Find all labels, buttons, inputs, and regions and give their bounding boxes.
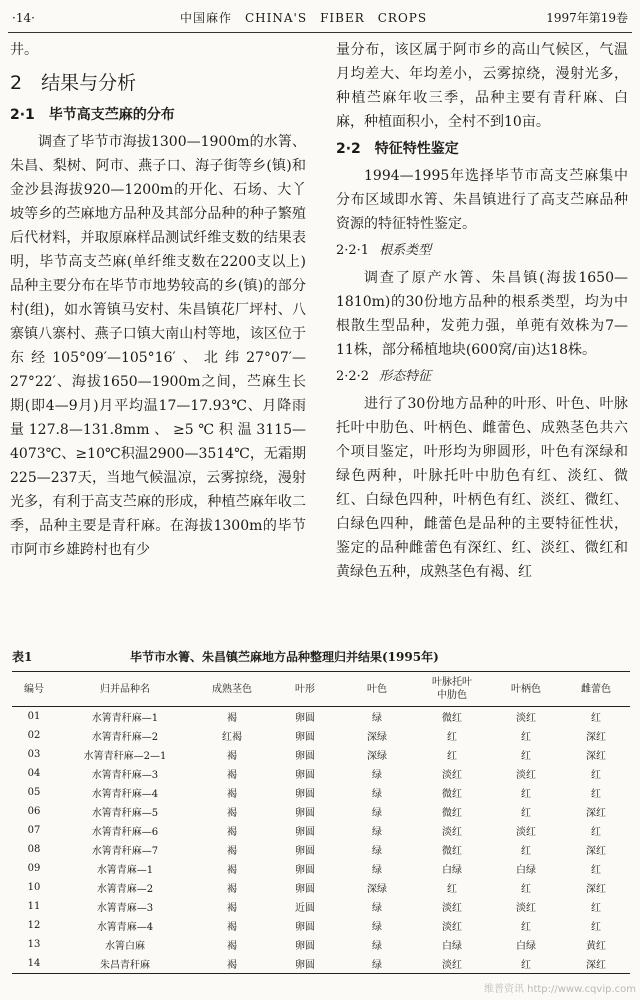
- table-row: [12, 745, 630, 764]
- col-header-leaf-color: 叶色: [340, 672, 414, 707]
- table-cell: 深绿: [367, 732, 387, 743]
- table-body: [12, 707, 630, 974]
- heading-title: 根系类型: [379, 243, 432, 258]
- table-row: [12, 859, 630, 878]
- col-header-vein-color: 叶脉托叶 中肋色: [414, 672, 490, 707]
- table-cell: 绿: [372, 713, 382, 724]
- table-row: [12, 916, 630, 935]
- section-heading: 2 结果与分析: [10, 72, 137, 94]
- table-cell: 褐: [227, 846, 237, 857]
- heading-number: 2·2·1: [336, 243, 370, 258]
- table-cell: 卵圆: [295, 751, 315, 762]
- table-cell: 水箐青秆麻—2: [91, 732, 159, 743]
- table-cell: 白绿: [516, 865, 536, 876]
- table-cell: 红: [447, 751, 457, 762]
- table-cell: 卵圆: [295, 941, 315, 952]
- table-cell: 绿: [372, 865, 382, 876]
- table-cell: 红: [591, 827, 601, 838]
- table-cell: 淡红: [442, 903, 462, 914]
- table-cell: 微红: [442, 846, 462, 857]
- table-cell: 褐: [227, 922, 237, 933]
- table-cell: 深红: [586, 884, 606, 895]
- table-cell: 深绿: [367, 751, 387, 762]
- col-header-variety: 归并品种名: [56, 672, 194, 707]
- table-cell: 05: [27, 787, 41, 798]
- page-number: ·14·: [12, 11, 35, 25]
- table-cell: 水箐青秆麻—7: [91, 846, 159, 857]
- table-cell: 14: [27, 958, 41, 969]
- table-cell: 卵圆: [295, 865, 315, 876]
- table-cell: 褐: [227, 770, 237, 781]
- table-cell: 卵圆: [295, 732, 315, 743]
- table-cell: 卵圆: [295, 884, 315, 895]
- left-column: [10, 38, 306, 562]
- table-cell: 水箐青麻—3: [96, 903, 154, 914]
- table-row: [12, 821, 630, 840]
- table-cell: 12: [27, 920, 41, 931]
- table-cell: 卵圆: [295, 789, 315, 800]
- table-cell: 11: [27, 901, 41, 912]
- paragraph-root-type: 调查了原产水箐、朱昌镇(海拔1650—1810m)的30份地方品种的根系类型，均为中根散生型品种，发蔸力强，单蔸有效株为7—11株，部分稀植地块(600窝/亩)达18株。: [336, 270, 628, 358]
- table-row: [12, 707, 630, 727]
- watermark: 维普资讯 http://www.cqvip.com: [483, 984, 636, 995]
- table-row: [12, 802, 630, 821]
- running-header: [8, 8, 632, 28]
- table-cell: 淡红: [516, 770, 536, 781]
- table-cell: 近圆: [295, 903, 315, 914]
- table-cell: 绿: [372, 846, 382, 857]
- table-cell: 淡红: [516, 903, 536, 914]
- table-cell: 红: [591, 770, 601, 781]
- paragraph-morphology: 进行了30份地方品种的叶形、叶色、叶脉托叶中肋色、叶柄色、雌蕾色、成熟茎色共六个项目鉴定，叶形均为卵圆形，叶色有深绿和绿色两种，叶脉托叶中肋色有红、淡红、微红、白绿色四种，叶柄色有红、淡红、微红、白绿色四种，雌蕾色是品种的主要特征性状，鉴定的品种雌蕾色有深红、红、淡红、微红和黄绿色五种，成熟茎色有褐、红: [336, 396, 628, 580]
- table-cell: 褐: [227, 941, 237, 952]
- journal-name: 中国麻作 CHINA'S FIBER CROPS: [180, 11, 428, 25]
- table-cell: 褐: [227, 808, 237, 819]
- table-row: [12, 897, 630, 916]
- table-title: 毕节市水箐、朱昌镇苎麻地方品种整理归并结果(1995年): [130, 650, 439, 664]
- table-cell: 红: [521, 732, 531, 743]
- table-row: [12, 783, 630, 802]
- table-caption: [12, 647, 632, 667]
- header-rule: [8, 32, 632, 33]
- table-cell: 水箐青麻—4: [96, 922, 154, 933]
- table-cell: 红: [591, 789, 601, 800]
- table-cell: 水箐青秆麻—4: [91, 789, 159, 800]
- table-cell: 04: [27, 768, 41, 779]
- table-cell: 10: [27, 882, 41, 893]
- table-cell: 03: [27, 749, 41, 760]
- table-cell: 绿: [372, 941, 382, 952]
- variety-table: [12, 671, 630, 974]
- table-cell: 绿: [372, 922, 382, 933]
- table-cell: 白绿: [442, 865, 462, 876]
- table-cell: 09: [27, 863, 41, 874]
- table-cell: 淡红: [516, 713, 536, 724]
- table-cell: 红: [521, 808, 531, 819]
- table-cell: 红褐: [222, 732, 242, 743]
- heading-number: 2·2·2: [336, 369, 370, 384]
- table-cell: 卵圆: [295, 846, 315, 857]
- table-cell: 深绿: [367, 884, 387, 895]
- table-cell: 卵圆: [295, 960, 315, 971]
- table-cell: 卵圆: [295, 922, 315, 933]
- table-cell: 卵圆: [295, 713, 315, 724]
- table-cell: 褐: [227, 884, 237, 895]
- table-cell: 褐: [227, 751, 237, 762]
- table-row: [12, 954, 630, 974]
- table-cell: 微红: [442, 713, 462, 724]
- table-cell: 绿: [372, 827, 382, 838]
- col-header-bud-color: 雌蕾色: [562, 672, 630, 707]
- subsection-heading-2-2: 2·2 特征特性鉴定: [336, 141, 459, 157]
- table-cell: 水箐青秆麻—6: [91, 827, 159, 838]
- table-cell: 黄红: [586, 941, 606, 952]
- table-cell: 水箐青秆麻—1: [91, 713, 159, 724]
- table-cell: 微红: [442, 789, 462, 800]
- table-cell: 褐: [227, 789, 237, 800]
- table-cell: 红: [521, 789, 531, 800]
- table-label: 表1: [12, 650, 33, 664]
- table-cell: 红: [591, 713, 601, 724]
- carry-over-text: 井。: [10, 42, 38, 58]
- table-cell: 淡红: [516, 827, 536, 838]
- table-cell: 红: [521, 960, 531, 971]
- table-cell: 淡红: [442, 922, 462, 933]
- table-row: [12, 878, 630, 897]
- col-header-id: 编号: [12, 672, 56, 707]
- table-cell: 白绿: [442, 941, 462, 952]
- table-cell: 红: [521, 884, 531, 895]
- paragraph-identification: 1994—1995年选择毕节市高支苎麻集中分布区域即水箐、朱昌镇进行了高支苎麻品种资源的特征特性鉴定。: [336, 168, 628, 232]
- table-cell: 13: [27, 939, 41, 950]
- subsubsection-heading-2-2-2: [336, 364, 628, 390]
- table-cell: 淡红: [442, 770, 462, 781]
- carry-over-text-right: 量分布，该区属于阿市乡的高山气候区，气温月均差大、年均差小，云雾掠绕，漫射光多，种植苎麻年收三季，品种主要有青秆麻、白麻，种植面积小，全村不到10亩。: [336, 42, 628, 130]
- paragraph-distribution: 调查了毕节市海拔1300—1900m的水箐、朱昌、梨树、阿市、燕子口、海子街等乡(镇)和金沙县海拔920—1200m的开化、石场、大丫坡等乡的苎麻地方品种及其部分品种的种子繁殖后代材料，并取原麻样品测试纤维支数的结果表明，毕节高支苎麻(单纤维支数在2200支以上)品种主要分布在毕节市地势较高的乡(镇)的部分村(组)，如水箐镇马安村、朱昌镇花厂坪村、八寨镇八寨村、燕子口镇大南山村等地，该区位于东经105°09′—105°16′、北纬27°07′—27°22′、海拔1650—1900m之间，苎麻生长期(即4—9月)月平均温17—17.93℃、月降雨量127.8—131.8mm、≥5℃积温3115—4073℃、≥10℃积温2900—3514℃，无霜期225—237天，当地气候温凉，云雾掠绕，漫射光多，有利于高支苎麻的形成，种植苎麻年收二季，品种主要是青秆麻。在海拔1300m的毕节市阿市乡雄跨村也有少: [10, 134, 306, 558]
- table-cell: 红: [591, 903, 601, 914]
- table-cell: 红: [521, 922, 531, 933]
- table-cell: 深红: [586, 846, 606, 857]
- table-cell: 绿: [372, 903, 382, 914]
- table-cell: 红: [447, 732, 457, 743]
- subsubsection-heading-2-2-1: [336, 238, 628, 264]
- table-header-row: [12, 672, 630, 707]
- table-cell: 深红: [586, 751, 606, 762]
- table-cell: 水箐青秆麻—2—1: [83, 751, 167, 762]
- table-cell: 褐: [227, 865, 237, 876]
- table-cell: 水箐白麻: [105, 941, 145, 952]
- subsection-heading-2-1: 2·1 毕节高支苎麻的分布: [10, 107, 175, 123]
- table-cell: 红: [591, 922, 601, 933]
- table-cell: 褐: [227, 960, 237, 971]
- table-cell: 深红: [586, 960, 606, 971]
- table-cell: 水箐青麻—1: [96, 865, 154, 876]
- table-cell: 绿: [372, 770, 382, 781]
- col-header-petiole-color: 叶柄色: [490, 672, 562, 707]
- table-cell: 朱昌青秆麻: [100, 960, 150, 971]
- table-cell: 白绿: [516, 941, 536, 952]
- table-cell: 微红: [442, 808, 462, 819]
- table-cell: 红: [591, 865, 601, 876]
- table-cell: 红: [521, 846, 531, 857]
- table-cell: 卵圆: [295, 770, 315, 781]
- table-cell: 绿: [372, 808, 382, 819]
- table-cell: 红: [521, 751, 531, 762]
- table-cell: 绿: [372, 789, 382, 800]
- table-cell: 褐: [227, 827, 237, 838]
- table-cell: 绿: [372, 960, 382, 971]
- table-cell: 卵圆: [295, 808, 315, 819]
- right-column: [336, 38, 628, 584]
- table-cell: 深红: [586, 732, 606, 743]
- table-cell: 水箐青麻—2: [96, 884, 154, 895]
- table-cell: 褐: [227, 903, 237, 914]
- table-cell: 淡红: [442, 960, 462, 971]
- table-row: [12, 764, 630, 783]
- table-cell: 卵圆: [295, 827, 315, 838]
- table-cell: 深红: [586, 808, 606, 819]
- table-cell: 06: [27, 806, 41, 817]
- journal-volume: 1997年第19卷: [546, 11, 628, 25]
- table-row: [12, 935, 630, 954]
- table-cell: 水箐青秆麻—5: [91, 808, 159, 819]
- table-cell: 水箐青秆麻—3: [91, 770, 159, 781]
- table-cell: 淡红: [442, 827, 462, 838]
- table-cell: 07: [27, 825, 41, 836]
- table-cell: 褐: [227, 713, 237, 724]
- col-header-stem-color: 成熟茎色: [194, 672, 270, 707]
- table-cell: 红: [447, 884, 457, 895]
- table-row: [12, 726, 630, 745]
- table-row: [12, 840, 630, 859]
- table-cell: 08: [27, 844, 41, 855]
- heading-title: 形态特征: [379, 369, 432, 384]
- table-cell: 02: [27, 730, 41, 741]
- table-cell: 01: [27, 711, 41, 722]
- col-header-leaf-shape: 叶形: [270, 672, 340, 707]
